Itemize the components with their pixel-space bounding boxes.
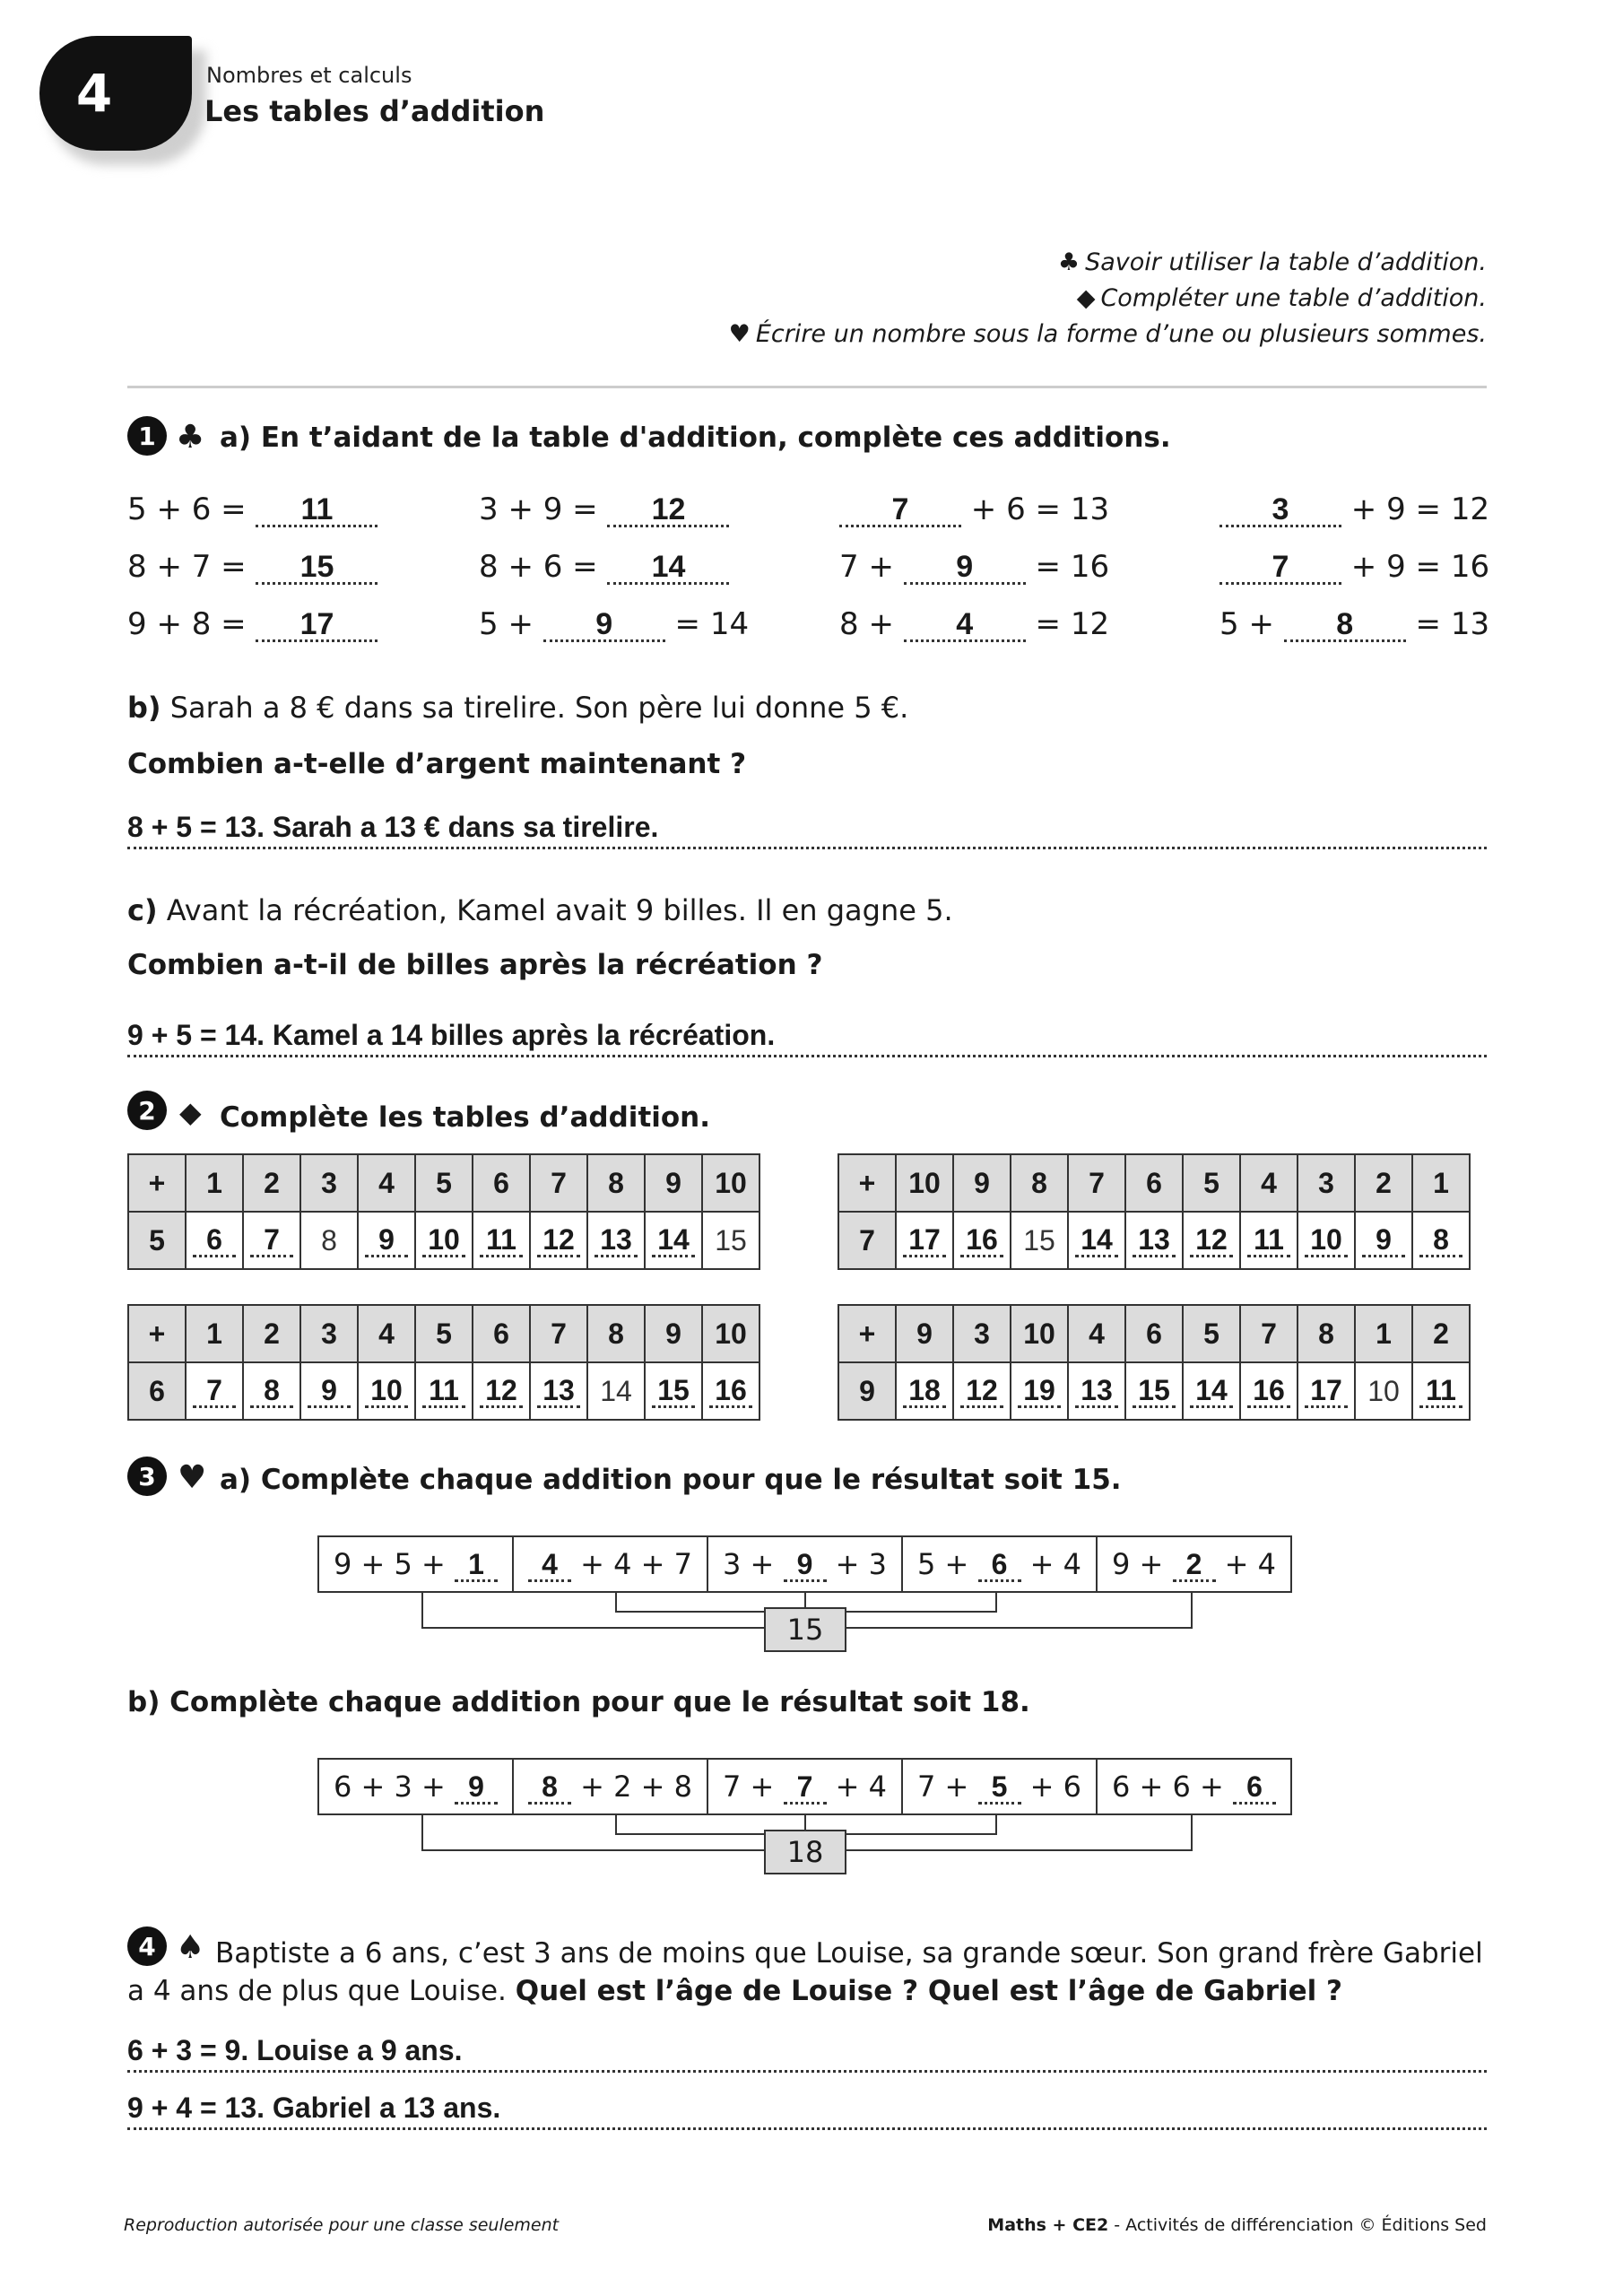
header-cell: 9 bbox=[645, 1305, 702, 1362]
header-cell: 3 bbox=[300, 1305, 358, 1362]
header-cell: + bbox=[838, 1305, 896, 1362]
header-cell: 5 bbox=[1183, 1305, 1240, 1362]
exercise-1c-question: Combien a-t-il de billes après la récréation ? bbox=[127, 949, 823, 981]
header-cell: 2 bbox=[243, 1305, 300, 1362]
answer-cell[interactable]: 13 bbox=[587, 1212, 645, 1269]
given-sum-cell: 8 bbox=[300, 1212, 358, 1269]
footer-copyright-note: Reproduction autorisée pour une classe seulement bbox=[124, 2215, 560, 2235]
answer-cell[interactable]: 13 bbox=[530, 1362, 587, 1420]
exercise-1-number: 1 bbox=[127, 416, 167, 456]
answer-cell[interactable]: 17 bbox=[1298, 1362, 1355, 1420]
exercise-3a-instruction: a) Complète chaque addition pour que le résultat soit 15. bbox=[220, 1464, 1122, 1496]
heart-icon: ♥ bbox=[728, 320, 751, 348]
addition-table bbox=[127, 1153, 760, 1270]
header-cell: 1 bbox=[1355, 1305, 1412, 1362]
answer-cell[interactable]: 19 bbox=[1011, 1362, 1068, 1420]
exercise-3b-sum-row bbox=[317, 1758, 1292, 1815]
header-cell: 6 bbox=[473, 1305, 530, 1362]
header-cell: 9 bbox=[645, 1154, 702, 1212]
exercise-3b-result: 18 bbox=[764, 1830, 846, 1874]
equation: 7 + 6 = 13 bbox=[839, 491, 1109, 527]
row-addend-cell: 5 bbox=[128, 1212, 186, 1269]
sum-cell: 7 + 5 + 6 bbox=[903, 1760, 1098, 1813]
club-icon: ♣ bbox=[176, 419, 205, 456]
answer-slot[interactable]: 5 bbox=[978, 1771, 1021, 1805]
answer-slot[interactable]: 3 bbox=[1219, 494, 1341, 527]
header-cell: 10 bbox=[1011, 1305, 1068, 1362]
answer-slot[interactable]: 8 bbox=[528, 1771, 571, 1805]
header-cell: + bbox=[838, 1154, 896, 1212]
objective-1: ♣ Savoir utiliser la table d’addition. bbox=[1057, 248, 1487, 276]
header-cell: 8 bbox=[587, 1305, 645, 1362]
answer-cell[interactable]: 9 bbox=[358, 1212, 415, 1269]
header-cell: 7 bbox=[530, 1154, 587, 1212]
answer-cell[interactable]: 15 bbox=[1125, 1362, 1183, 1420]
addition-table bbox=[838, 1304, 1471, 1421]
exercise-1c-answer-line[interactable]: 9 + 5 = 14. Kamel a 14 billes après la récréation. bbox=[127, 1015, 1487, 1057]
header-cell: 2 bbox=[1412, 1305, 1470, 1362]
header-cell: 3 bbox=[953, 1305, 1011, 1362]
divider bbox=[127, 386, 1487, 388]
exercise-2-instruction: Complète les tables d’addition. bbox=[220, 1101, 711, 1134]
club-icon: ♣ bbox=[1057, 248, 1081, 276]
given-sum-cell: 15 bbox=[702, 1212, 759, 1269]
given-sum-cell: 14 bbox=[587, 1362, 645, 1420]
answer-slot[interactable]: 9 bbox=[904, 552, 1026, 585]
sum-cell: 6 + 6 + 6 bbox=[1098, 1760, 1290, 1813]
exercise-3b-instruction: b) Complète chaque addition pour que le résultat soit 18. bbox=[127, 1686, 1030, 1718]
exercise-1b-text: b) Sarah a 8 € dans sa tirelire. Son père lui donne 5 €. bbox=[127, 691, 909, 725]
header-cell: 7 bbox=[1240, 1305, 1298, 1362]
header-cell: 2 bbox=[243, 1154, 300, 1212]
exercise-1b-question: Combien a-t-elle d’argent maintenant ? bbox=[127, 748, 747, 780]
answer-slot[interactable]: 7 bbox=[784, 1771, 827, 1805]
equation: 3 + 9 = 12 bbox=[479, 491, 729, 527]
sum-cell: 7 + 7 + 4 bbox=[708, 1760, 903, 1813]
header-cell: 1 bbox=[186, 1154, 243, 1212]
addition-table bbox=[127, 1304, 760, 1421]
exercise-4-answer-line-2[interactable]: 9 + 4 = 13. Gabriel a 13 ans. bbox=[127, 2088, 1487, 2130]
answer-cell[interactable]: 12 bbox=[473, 1362, 530, 1420]
answer-cell[interactable]: 14 bbox=[1183, 1362, 1240, 1420]
exercise-4-answer-line-1[interactable]: 6 + 3 = 9. Louise a 9 ans. bbox=[127, 2031, 1487, 2073]
header-cell: 4 bbox=[1068, 1305, 1125, 1362]
answer-cell[interactable]: 16 bbox=[953, 1212, 1011, 1269]
answer-cell[interactable]: 12 bbox=[530, 1212, 587, 1269]
answer-slot[interactable]: 7 bbox=[839, 494, 961, 527]
exercise-2-number: 2 bbox=[127, 1091, 167, 1130]
equation: 8 + 4 = 12 bbox=[839, 606, 1110, 642]
header-cell: 4 bbox=[1240, 1154, 1298, 1212]
sum-cell: 8 + 2 + 8 bbox=[514, 1760, 708, 1813]
answer-slot[interactable]: 9 bbox=[784, 1549, 827, 1582]
objective-3: ♥ Écrire un nombre sous la forme d’une ou plusieurs sommes. bbox=[728, 320, 1487, 348]
answer-cell[interactable]: 15 bbox=[645, 1362, 702, 1420]
answer-cell[interactable]: 12 bbox=[953, 1362, 1011, 1420]
header-cell: 6 bbox=[473, 1154, 530, 1212]
header-cell: 6 bbox=[1125, 1305, 1183, 1362]
row-addend-cell: 6 bbox=[128, 1362, 186, 1420]
answer-slot[interactable]: 9 bbox=[455, 1771, 498, 1805]
answer-cell[interactable]: 11 bbox=[415, 1362, 473, 1420]
header-cell: 4 bbox=[358, 1154, 415, 1212]
header-cell: 4 bbox=[358, 1305, 415, 1362]
answer-slot[interactable]: 1 bbox=[455, 1549, 498, 1582]
domain-label: Nombres et calculs bbox=[206, 63, 412, 88]
header-cell: 9 bbox=[953, 1154, 1011, 1212]
header-cell: 3 bbox=[1298, 1154, 1355, 1212]
answer-cell[interactable]: 18 bbox=[896, 1362, 953, 1420]
exercise-3a-sum-row bbox=[317, 1535, 1292, 1593]
equation: 9 + 8 = 17 bbox=[127, 606, 378, 642]
header-cell: 3 bbox=[300, 1154, 358, 1212]
header-cell: 2 bbox=[1355, 1154, 1412, 1212]
answer-slot[interactable]: 12 bbox=[607, 494, 729, 527]
header-cell: + bbox=[128, 1305, 186, 1362]
exercise-4-text-line2: a 4 ans de plus que Louise. Quel est l’âge de Louise ? Quel est l’âge de Gabriel ? bbox=[127, 1975, 1343, 2007]
sum-cell: 3 + 9 + 3 bbox=[708, 1537, 903, 1591]
answer-cell[interactable]: 10 bbox=[415, 1212, 473, 1269]
answer-cell[interactable]: 6 bbox=[186, 1212, 243, 1269]
page-title: Les tables d’addition bbox=[204, 94, 545, 128]
header-cell: 8 bbox=[1298, 1305, 1355, 1362]
equation: 5 + 9 = 14 bbox=[479, 606, 750, 642]
answer-cell[interactable]: 16 bbox=[702, 1362, 759, 1420]
answer-slot[interactable]: 2 bbox=[1173, 1549, 1216, 1582]
header-cell: 7 bbox=[530, 1305, 587, 1362]
lesson-number-badge: 4 bbox=[39, 36, 192, 151]
equation: 7 + 9 = 16 bbox=[839, 549, 1110, 585]
answer-slot[interactable]: 7 bbox=[1219, 552, 1341, 585]
equation: 3 + 9 = 12 bbox=[1219, 491, 1489, 527]
row-addend-cell: 7 bbox=[838, 1212, 896, 1269]
answer-slot[interactable]: 14 bbox=[607, 552, 729, 585]
answer-cell[interactable]: 11 bbox=[1412, 1362, 1470, 1420]
exercise-3a-result: 15 bbox=[764, 1607, 846, 1652]
answer-slot[interactable]: 4 bbox=[528, 1549, 571, 1582]
header-cell: 7 bbox=[1068, 1154, 1125, 1212]
header-cell: 5 bbox=[415, 1305, 473, 1362]
answer-cell[interactable]: 7 bbox=[243, 1212, 300, 1269]
answer-cell[interactable]: 13 bbox=[1068, 1362, 1125, 1420]
header-cell: 8 bbox=[1011, 1154, 1068, 1212]
answer-cell[interactable]: 8 bbox=[243, 1362, 300, 1420]
exercise-1b-answer-line[interactable]: 8 + 5 = 13. Sarah a 13 € dans sa tirelire. bbox=[127, 807, 1487, 849]
answer-slot[interactable]: 17 bbox=[256, 609, 378, 642]
answer-slot[interactable]: 6 bbox=[1233, 1771, 1276, 1805]
header-cell: 10 bbox=[702, 1305, 759, 1362]
answer-cell[interactable]: 10 bbox=[358, 1362, 415, 1420]
answer-cell[interactable]: 14 bbox=[645, 1212, 702, 1269]
answer-cell[interactable]: 7 bbox=[186, 1362, 243, 1420]
equation: 8 + 6 = 14 bbox=[479, 549, 729, 585]
answer-slot[interactable]: 15 bbox=[256, 552, 378, 585]
exercise-3-number: 3 bbox=[127, 1457, 167, 1496]
answer-cell[interactable]: 9 bbox=[300, 1362, 358, 1420]
sum-cell: 5 + 6 + 4 bbox=[903, 1537, 1098, 1591]
exercise-4-text-line1: Baptiste a 6 ans, c’est 3 ans de moins que Louise, sa grande sœur. Son grand frère Gabriel bbox=[215, 1937, 1483, 1970]
objectives-list bbox=[729, 245, 1487, 352]
exercise-1a-instruction: a) En t’aidant de la table d'addition, complète ces additions. bbox=[220, 422, 1171, 454]
header-cell: 1 bbox=[186, 1305, 243, 1362]
objective-2: ◆ Compléter une table d’addition. bbox=[1076, 284, 1487, 312]
answer-slot[interactable]: 11 bbox=[256, 494, 378, 527]
answer-cell[interactable]: 8 bbox=[1412, 1212, 1470, 1269]
equation: 8 + 7 = 15 bbox=[127, 549, 378, 585]
answer-cell[interactable]: 9 bbox=[1355, 1212, 1412, 1269]
footer-book-info: Maths + CE2 - Activités de différenciation © Éditions Sed bbox=[987, 2215, 1487, 2235]
given-sum-cell: 10 bbox=[1355, 1362, 1412, 1420]
header-cell: 10 bbox=[896, 1154, 953, 1212]
answer-slot[interactable]: 8 bbox=[1284, 609, 1406, 642]
header-cell: 6 bbox=[1125, 1154, 1183, 1212]
answer-slot[interactable]: 9 bbox=[543, 609, 665, 642]
given-sum-cell: 15 bbox=[1011, 1212, 1068, 1269]
diamond-icon: ◆ bbox=[179, 1095, 202, 1129]
header-cell: + bbox=[128, 1154, 186, 1212]
exercise-1c-text: c) Avant la récréation, Kamel avait 9 billes. Il en gagne 5. bbox=[127, 893, 953, 927]
equation: 5 + 8 = 13 bbox=[1219, 606, 1490, 642]
answer-cell[interactable]: 11 bbox=[1240, 1212, 1298, 1269]
sum-cell: 6 + 3 + 9 bbox=[319, 1760, 514, 1813]
header-cell: 10 bbox=[702, 1154, 759, 1212]
equation: 7 + 9 = 16 bbox=[1219, 549, 1489, 585]
answer-cell[interactable]: 10 bbox=[1298, 1212, 1355, 1269]
sum-cell: 4 + 4 + 7 bbox=[514, 1537, 708, 1591]
equation: 5 + 6 = 11 bbox=[127, 491, 378, 527]
sum-cell: 9 + 5 + 1 bbox=[319, 1537, 514, 1591]
diamond-icon: ◆ bbox=[1076, 284, 1096, 312]
answer-slot[interactable]: 6 bbox=[978, 1549, 1021, 1582]
heart-icon: ♥ bbox=[178, 1459, 207, 1496]
exercise-4-number: 4 bbox=[127, 1926, 167, 1966]
spade-icon: ♠ bbox=[176, 1929, 205, 1966]
header-cell: 5 bbox=[415, 1154, 473, 1212]
header-cell: 9 bbox=[896, 1305, 953, 1362]
answer-cell[interactable]: 12 bbox=[1183, 1212, 1240, 1269]
header-cell: 1 bbox=[1412, 1154, 1470, 1212]
header-cell: 8 bbox=[587, 1154, 645, 1212]
row-addend-cell: 9 bbox=[838, 1362, 896, 1420]
header-cell: 5 bbox=[1183, 1154, 1240, 1212]
answer-cell[interactable]: 13 bbox=[1125, 1212, 1183, 1269]
answer-cell[interactable]: 17 bbox=[896, 1212, 953, 1269]
addition-table bbox=[838, 1153, 1471, 1270]
sum-cell: 9 + 2 + 4 bbox=[1111, 1546, 1277, 1581]
answer-cell[interactable]: 16 bbox=[1240, 1362, 1298, 1420]
answer-cell[interactable]: 11 bbox=[473, 1212, 530, 1269]
answer-slot[interactable]: 4 bbox=[904, 609, 1026, 642]
answer-cell[interactable]: 14 bbox=[1068, 1212, 1125, 1269]
